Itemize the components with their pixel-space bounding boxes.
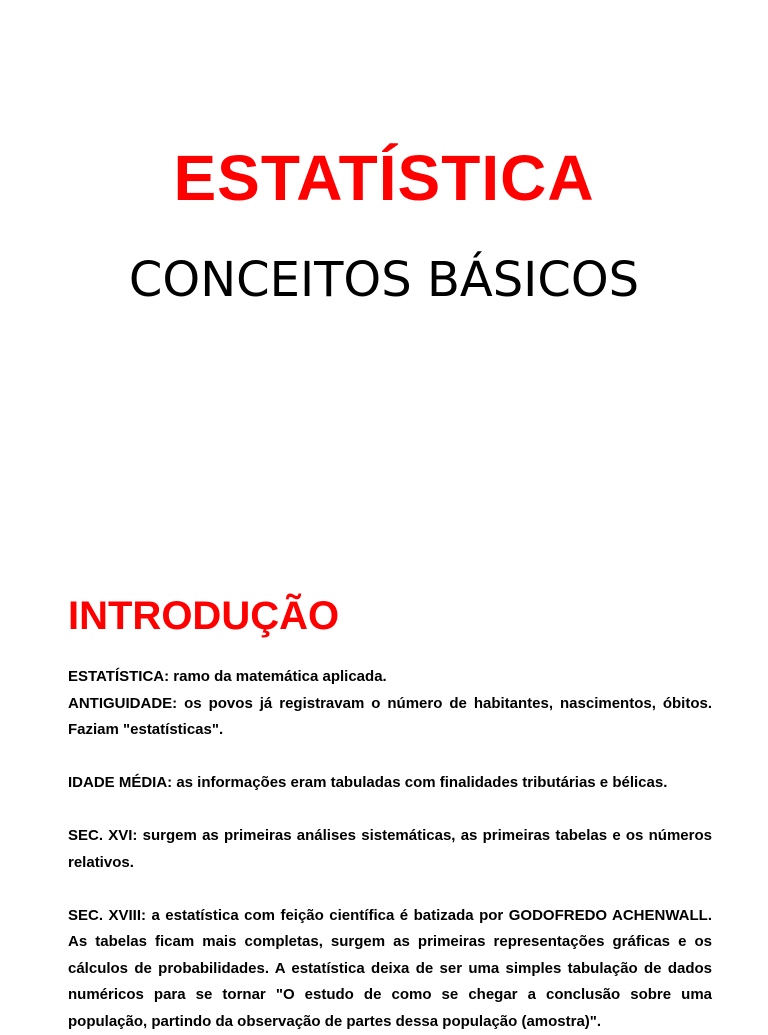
- paragraph-estatistica: ESTATÍSTICA: ramo da matemática aplicada.: [68, 664, 712, 691]
- paragraph-antiguidade: ANTIGUIDADE: os povos já registravam o número de habitantes, nascimentos, óbitos. Faziam "estatísticas".: [68, 691, 712, 744]
- paragraph-idade-media: IDADE MÉDIA: as informações eram tabuladas com finalidades tributárias e bélicas.: [68, 770, 712, 797]
- section-body: [68, 664, 712, 1035]
- paragraph-sec-xvi: SEC. XVI: surgem as primeiras análises sistemáticas, as primeiras tabelas e os números relativos.: [68, 823, 712, 876]
- section-title: INTRODUÇÃO: [68, 588, 339, 644]
- document-title: ESTATÍSTICA: [0, 138, 768, 218]
- paragraph-sec-xviii: SEC. XVIII: a estatística com feição científica é batizada por GODOFREDO ACHENWALL. As tabelas ficam mais completas, surgem as primeiras representações gráficas e os cálculos de probabilidades. A estatística deixa de ser uma simples tabulação de dados numéricos para se tornar "O estudo de como se chegar a conclusão sobre uma população, partindo da observação de partes dessa população (amostra)".: [68, 903, 712, 1035]
- document-subtitle: CONCEITOS BÁSICOS: [0, 250, 768, 310]
